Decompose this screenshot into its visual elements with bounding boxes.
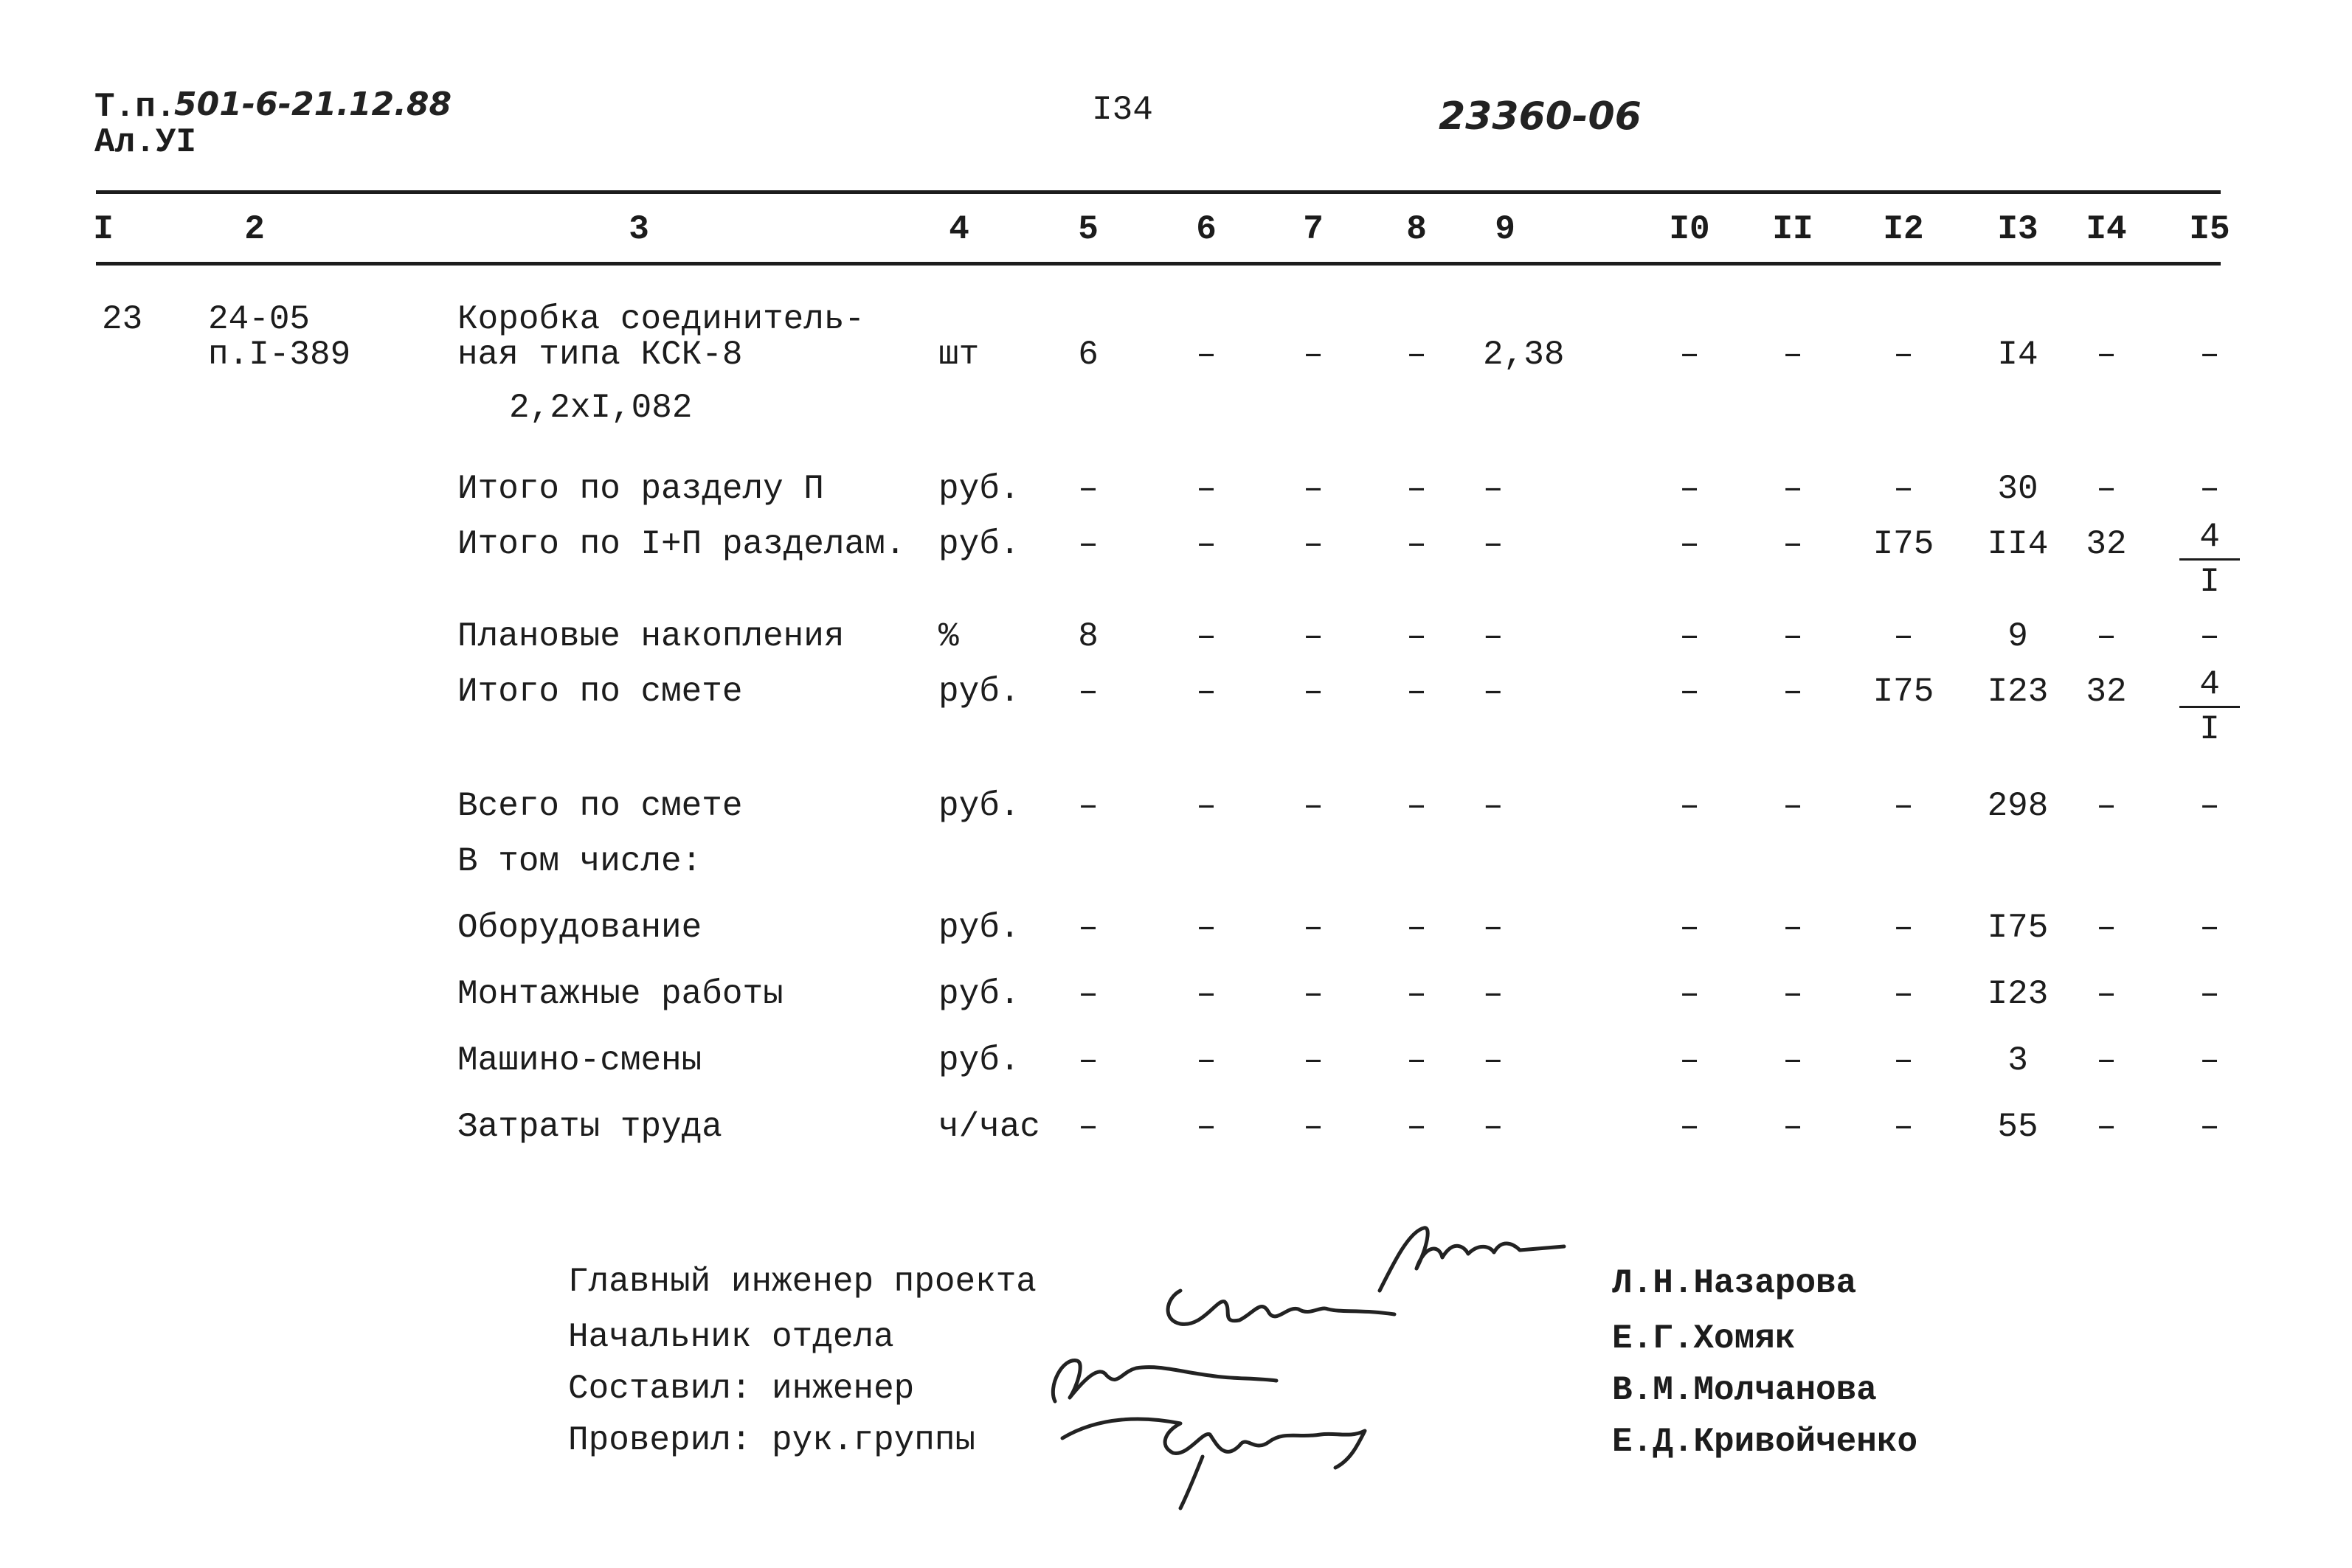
- table-cell: –: [1893, 470, 1914, 508]
- table-cell: руб.: [938, 470, 1020, 508]
- fraction-bar: [2179, 706, 2240, 708]
- table-cell: –: [1893, 787, 1914, 825]
- signature-name: Л.Н.Назарова: [1612, 1264, 1857, 1302]
- table-cell: 6: [1078, 336, 1099, 374]
- table-cell: 32: [2086, 525, 2127, 563]
- table-cell: –: [1078, 787, 1099, 825]
- table-cell: 298: [1987, 787, 2049, 825]
- table-cell: –: [2199, 1108, 2220, 1146]
- table-cell: –: [1078, 975, 1099, 1013]
- table-cell: –: [2096, 617, 2117, 656]
- table-cell: –: [1406, 525, 1427, 563]
- doc-series-number: 501-6-21.12.88: [174, 86, 452, 123]
- row-label: Оборудование: [457, 909, 702, 947]
- table-cell: I75: [1872, 673, 1934, 711]
- table-cell: –: [1679, 336, 1700, 374]
- table-cell: –: [1078, 673, 1099, 711]
- table-cell: –: [1196, 336, 1217, 374]
- table-cell: 2,38: [1483, 336, 1565, 374]
- table-cell: –: [1782, 1041, 1803, 1080]
- table-cell: –: [2096, 909, 2117, 947]
- table-cell: –: [1483, 787, 1504, 825]
- table-cell: –: [1406, 975, 1427, 1013]
- row-label: Машино-смены: [457, 1041, 702, 1080]
- table-cell: –: [1679, 617, 1700, 656]
- fraction-denominator: I: [2199, 563, 2220, 601]
- table-cell: –: [1196, 525, 1217, 563]
- column-header: 9: [1495, 210, 1515, 249]
- table-cell: –: [1782, 909, 1803, 947]
- column-header: I2: [1883, 210, 1924, 249]
- column-header: I3: [1997, 210, 2038, 249]
- row-label: Плановые накопления: [457, 617, 845, 656]
- table-cell: –: [2096, 787, 2117, 825]
- table-cell: –: [1196, 470, 1217, 508]
- table-cell: –: [2096, 1108, 2117, 1146]
- table-cell: –: [1483, 673, 1504, 711]
- column-header: 6: [1196, 210, 1217, 249]
- table-cell: –: [1303, 1041, 1324, 1080]
- row-label: Итого по смете: [457, 673, 743, 711]
- signature-name: В.М.Молчанова: [1612, 1371, 1877, 1409]
- column-header: 3: [629, 210, 649, 249]
- table-cell: –: [1679, 673, 1700, 711]
- table-cell: I75: [1872, 525, 1934, 563]
- table-cell: I23: [1987, 673, 2049, 711]
- signature-name: Е.Д.Кривойченко: [1612, 1423, 1918, 1461]
- table-cell: –: [1303, 1108, 1324, 1146]
- signature-scribble-2: [1151, 1269, 1402, 1350]
- column-header: 5: [1078, 210, 1099, 249]
- table-cell: –: [1078, 525, 1099, 563]
- table-cell: –: [2199, 470, 2220, 508]
- table-cell: –: [2199, 1041, 2220, 1080]
- table-cell: –: [1679, 975, 1700, 1013]
- table-cell: I4: [1997, 336, 2038, 374]
- column-header: 8: [1406, 210, 1427, 249]
- table-cell: –: [2199, 975, 2220, 1013]
- table-cell: –: [2096, 336, 2117, 374]
- table-cell: –: [1679, 470, 1700, 508]
- table-cell: –: [1303, 525, 1324, 563]
- table-cell: –: [1782, 525, 1803, 563]
- table-cell: –: [1893, 1041, 1914, 1080]
- table-cell: –: [1406, 1041, 1427, 1080]
- table-cell: –: [1078, 470, 1099, 508]
- column-header: I4: [2086, 210, 2127, 249]
- item-code-ref: п.I-389: [208, 336, 351, 374]
- table-cell: 55: [1997, 1108, 2038, 1146]
- table-cell: –: [1782, 787, 1803, 825]
- table-cell: –: [2199, 787, 2220, 825]
- table-cell: –: [2096, 975, 2117, 1013]
- table-cell: %: [938, 617, 959, 656]
- page-number: I34: [1092, 91, 1153, 129]
- table-cell: –: [1679, 525, 1700, 563]
- table-cell: –: [1303, 336, 1324, 374]
- signature-role: Проверил: рук.группы: [568, 1421, 976, 1460]
- table-cell: –: [2096, 470, 2117, 508]
- table-cell: –: [1406, 1108, 1427, 1146]
- table-cell: –: [1679, 787, 1700, 825]
- table-cell: –: [1782, 336, 1803, 374]
- column-header: 7: [1303, 210, 1324, 249]
- item-number: 23: [102, 300, 143, 339]
- signature-scribble-1: [1372, 1217, 1594, 1305]
- table-cell: –: [1483, 1108, 1504, 1146]
- table-cell: –: [1078, 909, 1099, 947]
- item-name-cont: ная типа КСК-8: [457, 336, 743, 374]
- table-cell: –: [1483, 1041, 1504, 1080]
- doc-series-prefix: Т.п.: [94, 88, 176, 126]
- table-cell: –: [1483, 975, 1504, 1013]
- table-cell: –: [1782, 1108, 1803, 1146]
- table-cell: руб.: [938, 909, 1020, 947]
- table-cell: –: [1196, 909, 1217, 947]
- table-cell: –: [1893, 617, 1914, 656]
- fraction-bar: [2179, 558, 2240, 561]
- item-code: 24-05: [208, 300, 311, 339]
- table-cell: –: [1483, 470, 1504, 508]
- fraction-cell: [2176, 665, 2243, 749]
- table-cell: –: [1406, 336, 1427, 374]
- column-header: II: [1772, 210, 1813, 249]
- table-cell: –: [1303, 673, 1324, 711]
- column-header: I0: [1669, 210, 1710, 249]
- table-cell: 8: [1078, 617, 1099, 656]
- table-cell: руб.: [938, 525, 1020, 563]
- table-cell: 3: [2007, 1041, 2028, 1080]
- table-cell: –: [1782, 673, 1803, 711]
- table-cell: –: [2199, 336, 2220, 374]
- column-header: I5: [2189, 210, 2230, 249]
- row-label: Итого по I+П разделам.: [457, 525, 906, 563]
- table-cell: –: [1679, 1108, 1700, 1146]
- album-number: Ал.УI: [94, 123, 197, 162]
- row-label: Затраты труда: [457, 1108, 722, 1146]
- table-cell: 9: [2007, 617, 2028, 656]
- table-cell: –: [1196, 673, 1217, 711]
- table-cell: –: [1303, 909, 1324, 947]
- table-cell: –: [1078, 1041, 1099, 1080]
- table-cell: –: [1078, 1108, 1099, 1146]
- table-cell: –: [1303, 470, 1324, 508]
- table-cell: руб.: [938, 673, 1020, 711]
- table-cell: –: [1406, 470, 1427, 508]
- table-cell: –: [1893, 1108, 1914, 1146]
- row-label: Итого по разделу П: [457, 470, 824, 508]
- table-cell: –: [1483, 909, 1504, 947]
- table-cell: –: [1893, 336, 1914, 374]
- table-cell: –: [1406, 787, 1427, 825]
- table-cell: –: [1782, 975, 1803, 1013]
- table-cell: –: [1679, 909, 1700, 947]
- table-cell: –: [1679, 1041, 1700, 1080]
- item-formula: 2,2хI,082: [509, 389, 693, 427]
- table-cell: –: [2199, 909, 2220, 947]
- row-label: Всего по смете: [457, 787, 743, 825]
- table-cell: –: [1406, 617, 1427, 656]
- table-cell: –: [2096, 1041, 2117, 1080]
- column-header: I: [93, 210, 114, 249]
- row-label: В том числе:: [457, 842, 702, 881]
- table-cell: –: [1196, 1041, 1217, 1080]
- table-header-rule: [96, 262, 2221, 266]
- table-cell: –: [1196, 787, 1217, 825]
- table-cell: –: [1782, 617, 1803, 656]
- table-cell: руб.: [938, 787, 1020, 825]
- table-cell: –: [1303, 617, 1324, 656]
- signature-scribble-4: [1055, 1387, 1394, 1512]
- column-header: 4: [949, 210, 969, 249]
- table-cell: I23: [1987, 975, 2049, 1013]
- table-cell: –: [2199, 617, 2220, 656]
- table-top-rule: [96, 190, 2221, 194]
- table-cell: –: [1893, 975, 1914, 1013]
- fraction-numerator: 4: [2199, 665, 2220, 704]
- table-cell: –: [1196, 975, 1217, 1013]
- table-cell: –: [1303, 975, 1324, 1013]
- item-name: Коробка соединитель-: [457, 300, 865, 339]
- table-cell: 32: [2086, 673, 2127, 711]
- signature-role: Составил: инженер: [568, 1370, 915, 1408]
- table-cell: –: [1483, 525, 1504, 563]
- column-header: 2: [244, 210, 265, 249]
- table-cell: –: [1483, 617, 1504, 656]
- table-cell: –: [1406, 673, 1427, 711]
- table-cell: шт: [938, 336, 980, 374]
- fraction-denominator: I: [2199, 710, 2220, 749]
- signature-role: Начальник отдела: [568, 1318, 894, 1356]
- signature-role: Главный инженер проекта: [568, 1263, 1037, 1301]
- table-cell: –: [1196, 1108, 1217, 1146]
- row-label: Монтажные работы: [457, 975, 784, 1013]
- table-cell: –: [1303, 787, 1324, 825]
- table-cell: –: [1782, 470, 1803, 508]
- table-cell: –: [1196, 617, 1217, 656]
- table-cell: ч/час: [938, 1108, 1041, 1146]
- table-cell: руб.: [938, 1041, 1020, 1080]
- table-cell: I75: [1987, 909, 2049, 947]
- table-cell: II4: [1987, 525, 2049, 563]
- fraction-cell: [2176, 520, 2243, 599]
- signature-name: Е.Г.Хомяк: [1612, 1319, 1796, 1358]
- table-cell: 30: [1997, 470, 2038, 508]
- fraction-numerator: 4: [2199, 518, 2220, 556]
- table-cell: –: [1893, 909, 1914, 947]
- table-cell: –: [1406, 909, 1427, 947]
- document-code: 23360-06: [1439, 94, 1642, 139]
- table-cell: руб.: [938, 975, 1020, 1013]
